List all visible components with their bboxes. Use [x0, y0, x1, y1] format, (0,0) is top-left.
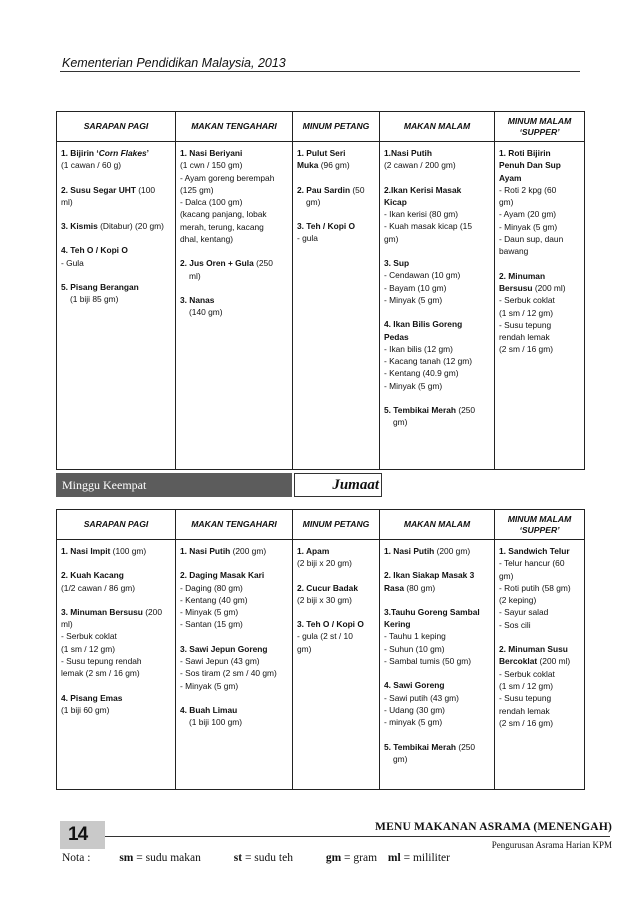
menu-item-detail: - gula [297, 233, 318, 244]
menu-item-detail: - Minyak (5 gm) [499, 221, 558, 232]
col-header-tengahari: MAKAN TENGAHARI [176, 112, 293, 142]
menu-table-2 [56, 509, 585, 790]
menu-item-detail: gm) [384, 233, 399, 244]
menu-item-detail: - Roti putih (58 gm) [499, 582, 571, 593]
menu-item-detail: gm) [306, 196, 321, 207]
menu-item-name: 1. Nasi Beriyani [180, 148, 243, 158]
menu-item-detail: (2 sm / 16 gm) [499, 717, 553, 728]
menu-item-portion: (250 [456, 741, 476, 752]
menu-item-detail: - Serbuk coklat [61, 631, 117, 642]
menu-item-name: 3. Teh O / Kopi O [297, 619, 364, 630]
col-header-supper: MINUM MALAM ‘SUPPER’ [495, 112, 585, 142]
cell-petang [293, 142, 380, 470]
cell-tengahari [176, 142, 293, 470]
menu-item-name: 3. Teh / Kopi O [297, 221, 356, 232]
menu-item-detail: - Minyak (5 gm) [384, 380, 443, 391]
menu-item-name: 2. Minuman Susu [499, 644, 568, 655]
menu-item [499, 545, 581, 631]
menu-item-detail: merah, terung, kacang [180, 221, 264, 232]
menu-item-detail: (2 keping) [499, 595, 537, 606]
menu-item [384, 257, 491, 306]
menu-item [384, 679, 491, 728]
menu-item [384, 569, 491, 594]
menu-item-detail: (2 biji x 30 gm) [297, 594, 352, 605]
menu-item-detail: - Santan (15 gm) [180, 619, 243, 630]
menu-item-detail: - Serbuk coklat [499, 295, 555, 306]
menu-item-detail: (1 sm / 12 gm) [499, 680, 553, 691]
menu-item-detail: - Kuah masak kicap (15 [384, 221, 472, 232]
menu-item-detail: gm) [499, 570, 514, 581]
menu-table-1 [56, 111, 585, 470]
menu-item-detail: - gula (2 st / 10 [297, 631, 353, 642]
menu-item [180, 569, 289, 630]
menu-item [297, 618, 376, 655]
menu-item [61, 606, 172, 680]
menu-item-portion: (200 [142, 606, 162, 617]
menu-item-detail: rendah lemak [499, 332, 550, 343]
menu-item-detail: rendah lemak [499, 705, 550, 716]
menu-item-name: 2. Kuah Kacang [61, 570, 124, 581]
menu-item [61, 244, 172, 269]
menu-item-name: 3. Kismis (Ditabur) (20 gm) [61, 221, 164, 232]
col-header-petang: MINUM PETANG [293, 510, 380, 540]
menu-item-detail: - Daging (80 gm) [180, 582, 243, 593]
menu-item-name: 3. Nanas [180, 294, 215, 305]
legend-sm: sm = sudu makan [119, 852, 201, 864]
menu-item [180, 545, 289, 557]
menu-item-portion: (Ditabur) (20 gm) [97, 221, 164, 232]
menu-item [61, 184, 172, 209]
menu-item-name: 4. Ikan Bilis Goreng [384, 319, 463, 330]
menu-item-detail: - Susu tepung [499, 693, 552, 704]
menu-item-detail: gm) [297, 643, 312, 654]
footer-divider [105, 836, 610, 837]
menu-item-detail: (1 biji 100 gm) [189, 717, 243, 728]
menu-item-name: 1. Roti Bijirin [499, 148, 551, 158]
menu-item [61, 220, 172, 232]
menu-item-detail: (1 biji 85 gm) [70, 294, 119, 305]
menu-item-detail: ml) [61, 619, 73, 630]
week-label: Minggu Keempat [62, 478, 147, 492]
legend-st: st = sudu teh [233, 852, 293, 864]
menu-item [180, 643, 289, 692]
menu-item-detail: - Sawi putih (43 gm) [384, 692, 459, 703]
menu-item-detail: - Susu tepung [499, 319, 552, 330]
cell-tengahari [176, 540, 293, 790]
footer-title: MENU MAKANAN ASRAMA (MENENGAH) [375, 821, 612, 833]
menu-item-detail: - Serbuk coklat [499, 668, 555, 679]
menu-item-portion: (100 [135, 184, 156, 195]
legend-ml: ml = mililiter [387, 852, 450, 864]
menu-item [384, 606, 491, 667]
menu-item-detail: (kacang panjang, lobak [180, 209, 267, 220]
menu-item [180, 704, 289, 729]
menu-item-detail: (2 biji x 20 gm) [297, 558, 352, 569]
menu-item-detail: (2 sm / 16 gm) [499, 344, 553, 355]
col-header-malam: MAKAN MALAM [380, 112, 495, 142]
menu-item-name: 1. Sandwich Telur [499, 546, 570, 556]
col-header-sarapan: SARAPAN PAGI [57, 510, 176, 540]
menu-item-name: 3. Minuman Bersusu (200 [61, 606, 162, 617]
menu-item-detail: ml) [61, 196, 73, 207]
footer-subtitle: Pengurusan Asrama Harian KPM [491, 840, 612, 850]
menu-item-detail: - Cendawan (10 gm) [384, 270, 461, 281]
menu-item-name: 3. Sup [384, 258, 410, 269]
menu-item [61, 545, 172, 557]
menu-item-name: 1. Apam [297, 546, 330, 556]
menu-item-name: 5. Tembikai Merah (250 [384, 405, 476, 416]
menu-item-detail: (1 cawan / 60 g) [61, 160, 122, 171]
menu-item-name: 4. Buah Limau [180, 704, 238, 715]
menu-item [297, 220, 376, 245]
menu-item [499, 270, 581, 356]
menu-item [499, 147, 581, 258]
cell-malam [380, 142, 495, 470]
menu-item [499, 643, 581, 729]
week-label-band [56, 473, 292, 497]
week-day-bar [56, 473, 380, 497]
menu-item-name: 1. Nasi Impit (100 gm) [61, 546, 147, 556]
menu-item-detail: - Ayam goreng berempah [180, 172, 275, 183]
menu-item [61, 692, 172, 717]
menu-item-detail: - Bayam (10 gm) [384, 282, 447, 293]
menu-item-detail: bawang [499, 246, 529, 257]
menu-item-detail: - Minyak (5 gm) [180, 607, 239, 618]
menu-item-detail: (125 gm) [180, 184, 214, 195]
menu-item-name: 2. Jus Oren + Gula (250 [180, 258, 273, 269]
cell-supper [495, 540, 585, 790]
menu-item [297, 545, 376, 570]
menu-item [384, 147, 491, 172]
menu-item-detail: - minyak (5 gm) [384, 717, 443, 728]
menu-item-detail: lemak (2 sm / 16 gm) [61, 668, 140, 679]
menu-item-name: 5. Pisang Berangan [61, 282, 139, 293]
page-number-box [60, 821, 105, 849]
nota-label: Nota : [62, 852, 91, 864]
menu-item-name-cont: Rasa (80 gm) [384, 582, 436, 593]
menu-item-detail: - Sos tiram (2 sm / 40 gm) [180, 668, 277, 679]
menu-item-detail: - Sayur salad [499, 607, 549, 618]
menu-item-name: 1. Nasi Putih (200 gm) [384, 546, 471, 556]
menu-item-detail: - Dalca (100 gm) [180, 197, 243, 208]
menu-item-name: 2.Ikan Kerisi Masak [384, 184, 462, 195]
menu-item [180, 257, 289, 282]
menu-item-portion: (200 gm) [230, 546, 267, 556]
menu-item-detail: gm) [393, 417, 408, 428]
menu-item-name: 2. Cucur Badak [297, 582, 358, 593]
menu-item-detail: gm) [393, 753, 408, 764]
menu-item-detail: - Kentang (40.9 gm) [384, 368, 459, 379]
menu-item [297, 147, 376, 172]
cell-sarapan [57, 142, 176, 470]
menu-item [297, 582, 376, 607]
menu-item-detail: dhal, kentang) [180, 234, 234, 245]
menu-item-name: 3.Tauhu Goreng Sambal [384, 606, 480, 617]
menu-item-name: 3. Sawi Jepun Goreng [180, 643, 268, 654]
menu-item-name: 1.Nasi Putih [384, 148, 432, 158]
menu-item-name: 1. Bijirin ‘Corn Flakes’ [61, 148, 149, 158]
menu-item-name-cont: Bersusu (200 ml) [499, 282, 566, 293]
menu-item-detail: gm) [499, 197, 514, 208]
menu-item-name-cont: Pedas [384, 331, 409, 342]
menu-item [61, 569, 172, 594]
menu-item-detail: - Ikan kerisi (80 gm) [384, 209, 458, 220]
menu-item-name: 5. Tembikai Merah (250 [384, 741, 476, 752]
menu-item [61, 147, 172, 172]
menu-item-detail: - Sawi Jepun (43 gm) [180, 656, 260, 667]
menu-item-name-cont: Kicap [384, 196, 407, 207]
menu-item [384, 545, 491, 557]
menu-item-name-cont: Ayam [499, 172, 522, 183]
menu-item-name-cont: Penuh Dan Sup [499, 160, 561, 171]
menu-item-portion: (96 gm) [318, 160, 350, 171]
menu-item-name: 1. Nasi Putih (200 gm) [180, 546, 267, 556]
menu-item-portion: (250 [253, 258, 273, 269]
menu-item-name: 2. Minuman [499, 270, 546, 281]
menu-item-detail: (1 sm / 12 gm) [499, 307, 553, 318]
menu-item-detail: - Ikan bilis (12 gm) [384, 343, 453, 354]
legend-gm: gm = gram [325, 852, 378, 864]
menu-item-detail: - Gula [61, 257, 84, 268]
menu-item [384, 741, 491, 766]
cell-malam [380, 540, 495, 790]
menu-item-detail: - Kentang (40 gm) [180, 594, 248, 605]
menu-item-detail: - Minyak (5 gm) [180, 680, 239, 691]
menu-item-name-cont: Bercoklat (200 ml) [499, 656, 571, 667]
menu-item-portion: (200 gm) [434, 546, 471, 556]
menu-item-detail: - Tauhu 1 keping [384, 631, 446, 642]
menu-item-detail: (1 sm / 12 gm) [61, 643, 115, 654]
col-header-sarapan: SARAPAN PAGI [57, 112, 176, 142]
menu-item-name: 2. Daging Masak Kari [180, 570, 265, 581]
col-header-malam: MAKAN MALAM [380, 510, 495, 540]
menu-item-detail: - Sos cili [499, 619, 531, 630]
menu-item-name: 4. Sawi Goreng [384, 680, 445, 691]
menu-item-portion: (50 [350, 184, 365, 195]
menu-item-name: 4. Pisang Emas [61, 692, 123, 703]
menu-item-detail: - Sambal tumis (50 gm) [384, 656, 472, 667]
menu-item [180, 147, 289, 245]
menu-item-detail: (1 biji 60 gm) [61, 704, 110, 715]
menu-item-detail: - Daun sup, daun [499, 234, 564, 245]
menu-item-detail: (1 cwn / 150 gm) [180, 160, 243, 171]
menu-item-detail: - Telur hancur (60 [499, 558, 565, 569]
menu-item [180, 294, 289, 319]
menu-item-name: 2. Ikan Siakap Masak 3 [384, 570, 475, 581]
cell-supper [495, 142, 585, 470]
header-divider [60, 71, 580, 72]
menu-item-name-cont: Kering [384, 619, 411, 630]
menu-item-detail: - Kacang tanah (12 gm) [384, 356, 472, 367]
document-header-title: Kementerian Pendidikan Malaysia, 2013 [62, 56, 286, 70]
menu-item-detail: - Minyak (5 gm) [384, 294, 443, 305]
menu-item-detail: ml) [189, 270, 201, 281]
menu-item-detail: (140 gm) [189, 307, 223, 318]
cell-sarapan [57, 540, 176, 790]
menu-item [61, 281, 172, 306]
legend-note [62, 852, 458, 864]
menu-item-detail: (2 cawan / 200 gm) [384, 160, 456, 171]
page-number: 14 [68, 824, 88, 845]
menu-item-name: 2. Susu Segar UHT (100 [61, 184, 156, 195]
menu-item-detail: (1/2 cawan / 86 gm) [61, 582, 136, 593]
day-label: Jumaat [294, 473, 382, 497]
menu-item-portion: (200 ml) [532, 282, 566, 293]
menu-item [297, 184, 376, 209]
menu-item [384, 318, 491, 392]
menu-item-portion: (100 gm) [110, 546, 147, 556]
menu-item-name: 4. Teh O / Kopi O [61, 245, 128, 256]
menu-item-detail: - Ayam (20 gm) [499, 209, 557, 220]
menu-item-portion: (80 gm) [404, 582, 436, 593]
menu-item-portion: (250 [456, 405, 476, 416]
menu-item [384, 184, 491, 245]
col-header-tengahari: MAKAN TENGAHARI [176, 510, 293, 540]
menu-item-name-cont: Muka (96 gm) [297, 160, 350, 171]
menu-item-portion: (200 ml) [537, 656, 571, 667]
cell-petang [293, 540, 380, 790]
menu-item [384, 404, 491, 429]
col-header-petang: MINUM PETANG [293, 112, 380, 142]
menu-item-detail: - Roti 2 kpg (60 [499, 184, 557, 195]
menu-item-detail: - Susu tepung rendah [61, 656, 142, 667]
menu-item-detail: - Suhun (10 gm) [384, 643, 445, 654]
menu-item-name: 1. Pulut Seri [297, 148, 346, 158]
menu-item-detail: - Udang (30 gm) [384, 704, 445, 715]
col-header-supper: MINUM MALAM ‘SUPPER’ [495, 510, 585, 540]
menu-item-name: 2. Pau Sardin (50 [297, 184, 365, 195]
